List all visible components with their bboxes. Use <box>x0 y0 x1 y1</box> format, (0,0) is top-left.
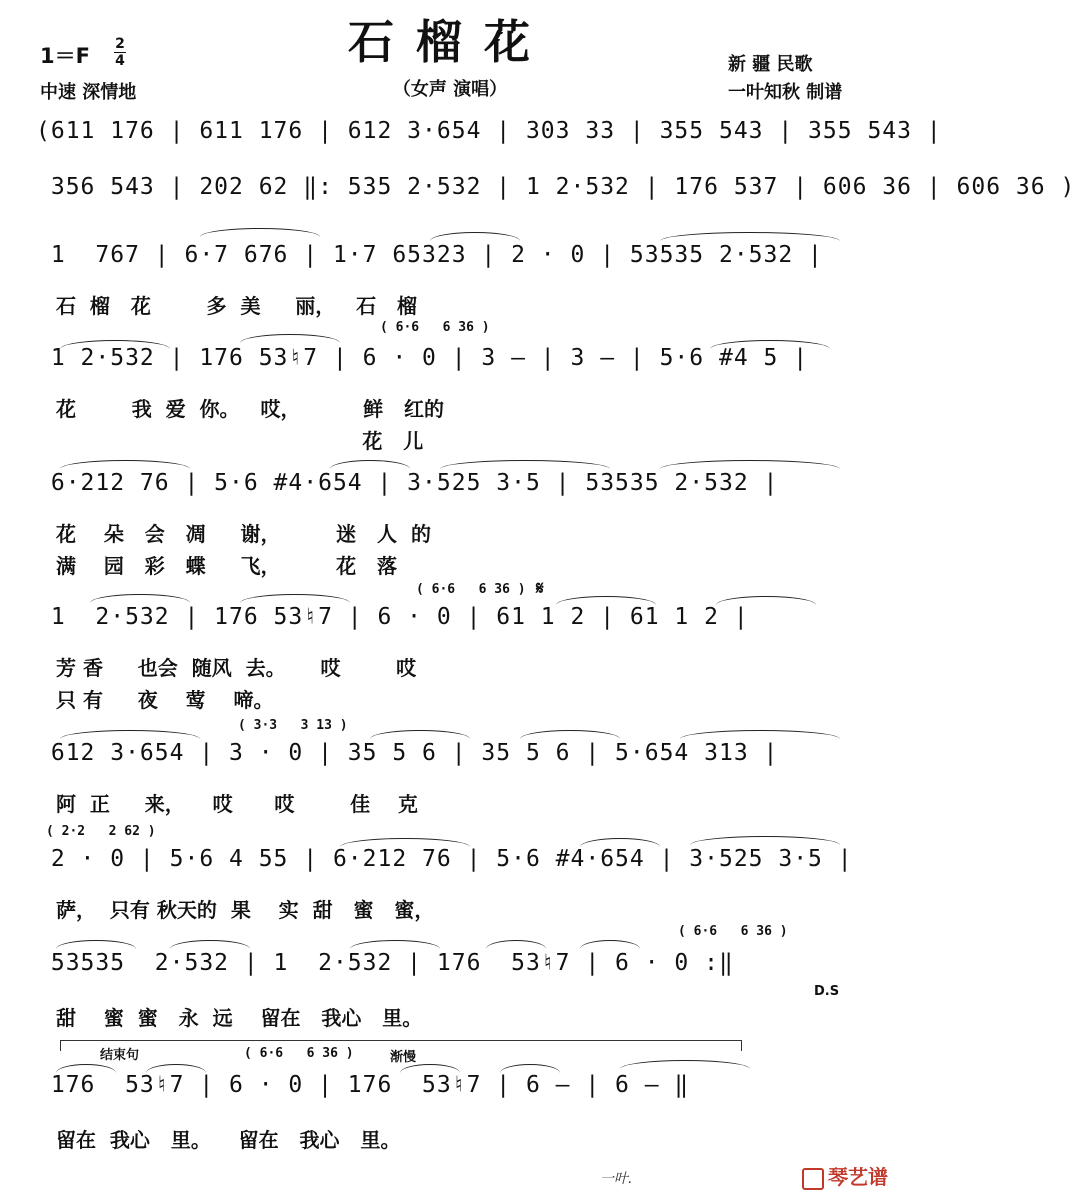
slur <box>240 334 340 343</box>
watermark: 一叶. <box>600 1171 633 1187</box>
slur <box>440 460 610 469</box>
slur <box>580 940 640 949</box>
site-logo <box>802 1161 888 1190</box>
lyrics-row-7: 萨， 只有 秋天的 果 实 甜 蜜 蜜， <box>56 898 435 922</box>
ending-label: 结束句 <box>100 1048 140 1063</box>
tempo-marking: 中速 深情地 <box>40 82 137 103</box>
notation-row-0: (611 176 | 611 176 | 612 3·654 | 303 33 | 355 543 | 355 543 | <box>36 118 942 144</box>
slur <box>350 940 440 949</box>
slur <box>370 730 470 739</box>
grace-notes-1: ( 6·6 6 36 ) <box>380 320 490 335</box>
song-title: 石榴花 <box>348 15 552 69</box>
time-signature <box>114 36 126 69</box>
time-signature-bottom: 4 <box>115 53 125 69</box>
lyrics-row-6: 阿 正 来， 哎 哎 佳 克 <box>56 792 418 816</box>
lyrics-row-4: 花 朵 会 凋 谢， 迷 人 的 <box>56 522 431 546</box>
slur <box>200 228 320 237</box>
notation-row-6: 612 3·654 | 3 · 0 | 35 5 6 | 35 5 6 | 5·654 313 | <box>36 740 779 766</box>
slur <box>60 730 200 739</box>
slur <box>660 232 840 241</box>
grace-notes-5: ( 6·6 6 36 ) <box>678 924 788 939</box>
slur <box>486 940 546 949</box>
lyrics-row-4b: 满 园 彩 蝶 飞， 花 落 <box>56 554 398 578</box>
slur <box>690 836 840 845</box>
song-origin: 新 疆 民歌 <box>728 54 813 75</box>
notation-row-9: 176 53♮7 | 6 · 0 | 176 53♮7 | 6 — | 6 — ‖ <box>36 1072 690 1098</box>
notation-row-1: 356 543 | 202 62 ‖: 535 2·532 | 1 2·532 | 176 537 | 606 36 | 606 36 ) <box>36 174 1075 200</box>
grace-notes-6: ( 6·6 6 36 ) <box>244 1046 354 1061</box>
notation-row-2: 1 767 | 6·7 676 | 1·7 65323 | 2 · 0 | 53535 2·532 | <box>36 242 823 268</box>
lyrics-row-5b: 只 有 夜 莺 啼。 <box>56 688 274 712</box>
lyrics-row-2: 石 榴 花 多 美 丽， 石 榴 <box>56 294 418 318</box>
performer-note: （女声 演唱） <box>392 79 508 100</box>
notation-row-3: 1 2·532 | 176 53♮7 | 6 · 0 | 3 — | 3 — | 5·6 #4 5 | <box>36 345 809 371</box>
slur <box>60 460 190 469</box>
notation-row-4: 6·212 76 | 5·6 #4·654 | 3·525 3·5 | 53535 2·532 | <box>36 470 779 496</box>
notation-row-5: 1 2·532 | 176 53♮7 | 6 · 0 | 61 1 2 | 61 1 2 | <box>36 604 749 630</box>
arranger-credit: 一叶知秋 制谱 <box>728 82 843 103</box>
ritardando-label: 渐慢 <box>390 1050 417 1065</box>
slur <box>520 730 620 739</box>
time-signature-top: 2 <box>115 36 125 52</box>
logo-icon <box>802 1168 824 1190</box>
tie <box>620 1060 750 1069</box>
dal-segno-mark: D.S <box>814 984 840 999</box>
slur <box>430 232 520 241</box>
slur <box>240 594 350 603</box>
logo-text: 琴艺谱 <box>828 1165 888 1189</box>
grace-notes-4: ( 2·2 2 62 ) <box>46 824 156 839</box>
lyrics-row-8: 甜 蜜 蜜 永 远 留在 我心 里。 <box>56 1006 423 1030</box>
lyrics-row-3b: 花 儿 <box>56 429 424 453</box>
segno-sign: 𝄋 <box>536 578 544 599</box>
lyrics-row-3: 花 我 爱 你。 哎， 鲜 红的 <box>56 397 444 421</box>
lyrics-row-9: 留在 我心 里。 留在 我心 里。 <box>56 1128 401 1152</box>
slur <box>90 594 190 603</box>
notation-row-7: 2 · 0 | 5·6 4 55 | 6·212 76 | 5·6 #4·654 | 3·525 3·5 | <box>36 846 853 872</box>
slur <box>680 730 840 739</box>
slur <box>56 940 136 949</box>
notation-row-8: 53535 2·532 | 1 2·532 | 176 53♮7 | 6 · 0 :‖ <box>36 950 734 976</box>
slur <box>330 460 410 469</box>
lyrics-row-5: 芳 香 也会 随风 去。 哎 哎 <box>56 656 417 680</box>
slur <box>660 460 840 469</box>
slur <box>170 940 250 949</box>
key-signature: 1＝F <box>40 44 90 68</box>
grace-notes-3: ( 3·3 3 13 ) <box>238 718 348 733</box>
grace-notes-2: ( 6·6 6 36 ) <box>416 582 526 597</box>
